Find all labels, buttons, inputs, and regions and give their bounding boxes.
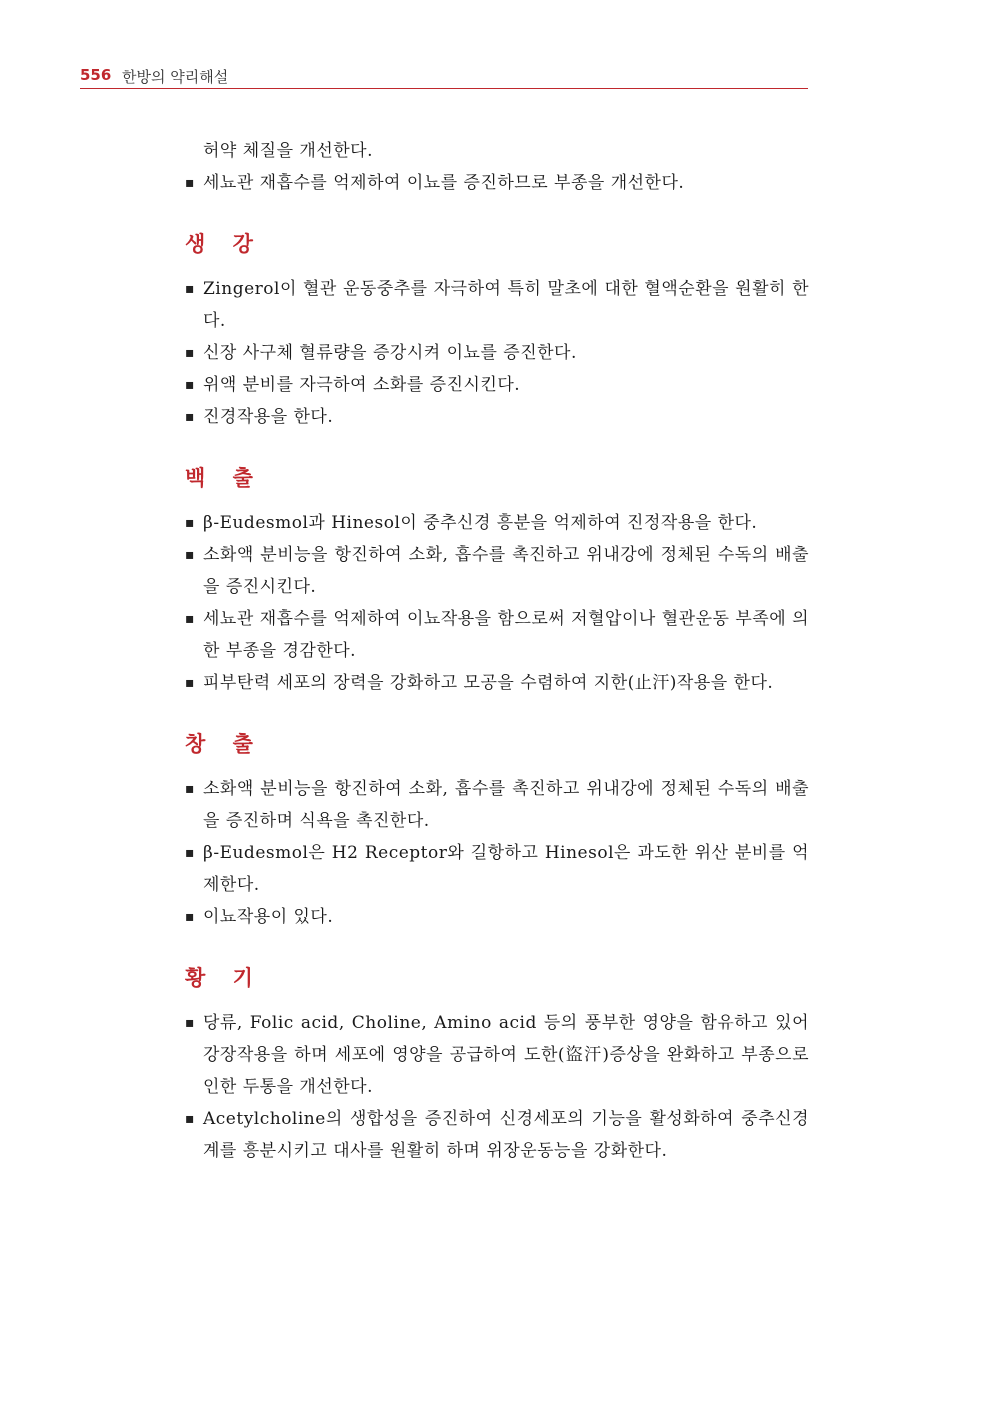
list-item: ▪ 진경작용을 한다.	[185, 401, 809, 433]
section-hwanggi	[185, 963, 809, 1167]
bullet-icon: ▪	[185, 515, 195, 531]
list-item: ▪ 피부탄력 세포의 장력을 강화하고 모공을 수렴하여 지한(止汗)작용을 한다.	[185, 667, 809, 699]
list-item: ▪ 소화액 분비능을 항진하여 소화, 흡수를 촉진하고 위내강에 정체된 수독의 배출을 증진시킨다.	[185, 539, 809, 603]
page-header	[80, 66, 808, 89]
list-item: ▪ β-Eudesmol은 H2 Receptor와 길항하고 Hinesol은 과도한 위산 분비를 억제한다.	[185, 837, 809, 901]
list-item: ▪ 신장 사구체 혈류량을 증강시켜 이뇨를 증진한다.	[185, 337, 809, 369]
section-baekchul	[185, 463, 809, 699]
bullet-icon: ▪	[185, 345, 195, 361]
section-list	[185, 773, 809, 933]
bullet-icon: ▪	[185, 675, 195, 691]
running-title: 한방의 약리해설	[122, 68, 229, 86]
list-item: ▪ 이뇨작용이 있다.	[185, 901, 809, 933]
list-item: ▪ Zingerol이 혈관 운동중추를 자극하여 특히 말초에 대한 혈액순환을 원활히 한다.	[185, 273, 809, 337]
bullet-icon: ▪	[185, 611, 195, 627]
section-title: 황 기	[185, 966, 263, 990]
section-changchul	[185, 729, 809, 933]
section-title: 백 출	[185, 466, 263, 490]
bullet-icon: ▪	[185, 845, 195, 861]
continued-text: 허약 체질을 개선한다.	[203, 141, 374, 161]
list-item: ▪ 소화액 분비능을 항진하여 소화, 흡수를 촉진하고 위내강에 정체된 수독의 배출을 증진하며 식욕을 촉진한다.	[185, 773, 809, 837]
section-list	[185, 273, 809, 433]
section-list	[185, 507, 809, 699]
page-number: 556	[80, 66, 112, 84]
bullet-icon: ▪	[185, 281, 195, 297]
section-list	[185, 1007, 809, 1167]
section-title: 생 강	[185, 232, 263, 256]
list-item: ▪ 위액 분비를 자극하여 소화를 증진시킨다.	[185, 369, 809, 401]
list-item: ▪ 당류, Folic acid, Choline, Amino acid 등의 풍부한 영양을 함유하고 있어 강장작용을 하며 세포에 영양을 공급하여 도한(盜汗)증상을 완화하고 부종으로 인한 두통을 개선한다.	[185, 1007, 809, 1103]
section-title: 창 출	[185, 732, 263, 756]
list-item: ▪ β-Eudesmol과 Hinesol이 중추신경 흥분을 억제하여 진정작용을 한다.	[185, 507, 809, 539]
list-item: ▪ 세뇨관 재흡수를 억제하여 이뇨작용을 함으로써 저혈압이나 혈관운동 부족에 의한 부종을 경감한다.	[185, 603, 809, 667]
bullet-icon: ▪	[185, 409, 195, 425]
list-item: ▪ 세뇨관 재흡수를 억제하여 이뇨를 증진하므로 부종을 개선한다.	[185, 167, 809, 199]
list-item: ▪ Acetylcholine의 생합성을 증진하여 신경세포의 기능을 활성화하여 중추신경계를 흥분시키고 대사를 원활히 하며 위장운동능을 강화한다.	[185, 1103, 809, 1167]
page-body	[185, 135, 809, 1167]
bullet-icon: ▪	[185, 175, 195, 191]
bullet-icon: ▪	[185, 547, 195, 563]
bullet-icon: ▪	[185, 377, 195, 393]
bullet-icon: ▪	[185, 1015, 195, 1031]
bullet-icon: ▪	[185, 781, 195, 797]
section-saenggang	[185, 229, 809, 433]
intro-list	[185, 167, 809, 199]
bullet-icon: ▪	[185, 909, 195, 925]
bullet-icon: ▪	[185, 1111, 195, 1127]
